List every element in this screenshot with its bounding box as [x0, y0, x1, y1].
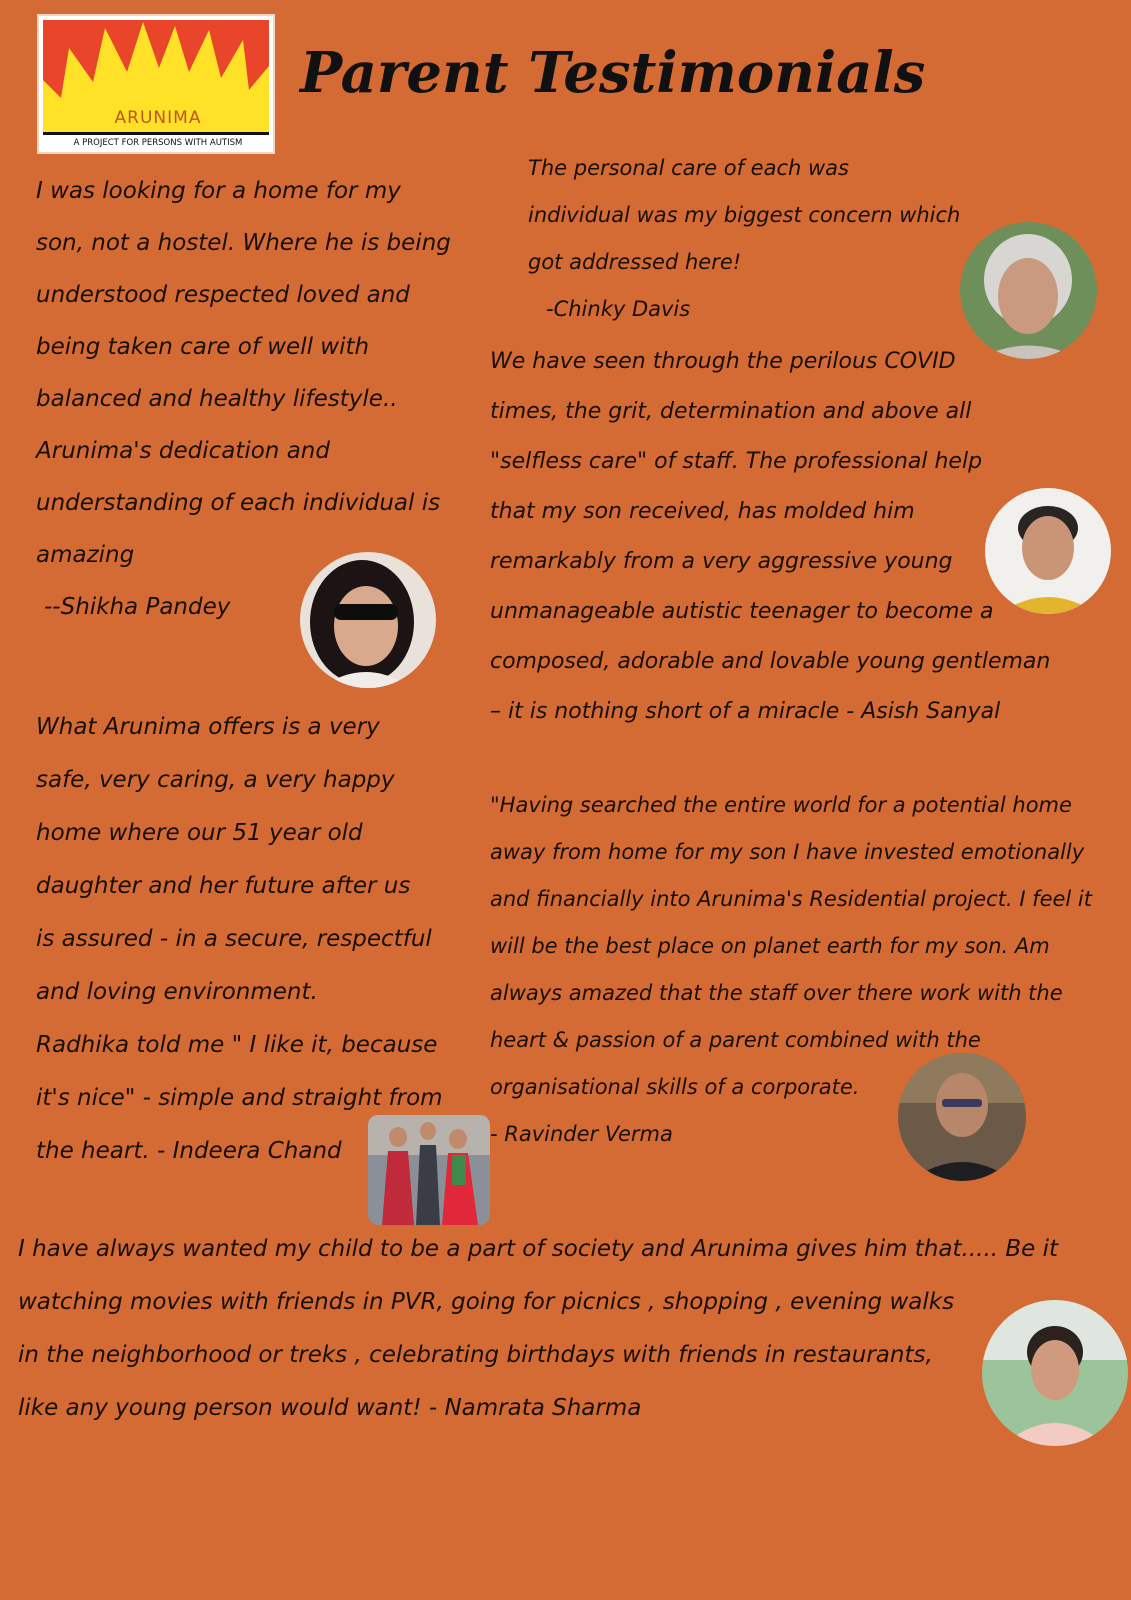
testimonial-line: remarkably from a very aggressive young: [490, 549, 953, 574]
namrata-sharma-photo: [982, 1300, 1128, 1446]
testimonial-line: What Arunima offers is a very: [36, 714, 380, 740]
testimonial-line: away from home for my son I have invested emotionally: [490, 840, 1085, 864]
testimonial-line: and loving environment.: [36, 979, 318, 1005]
testimonial-line: watching movies with friends in PVR, going for picnics , shopping , evening walks: [18, 1289, 955, 1315]
testimonial-line: individual was my biggest concern which: [528, 203, 961, 227]
shikha-pandey-photo: [300, 552, 436, 688]
testimonial-line: unmanageable autistic teenager to become a: [490, 599, 994, 624]
testimonial-line: the heart. - Indeera Chand: [36, 1138, 342, 1164]
testimonial-indeera-chand: [36, 701, 443, 1178]
testimonial-chinky-davis: [528, 145, 960, 333]
testimonial-line: amazing: [36, 542, 135, 568]
testimonial-line: organisational skills of a corporate.: [490, 1075, 860, 1099]
testimonial-asish-sanyal: [490, 337, 1050, 737]
testimonial-line: The personal care of each was: [528, 156, 849, 180]
logo-tagline: A PROJECT FOR PERSONS WITH AUTISM: [73, 138, 243, 148]
asish-sanyal-photo: [985, 488, 1111, 614]
testimonial-line: home where our 51 year old: [36, 820, 363, 846]
testimonial-line: in the neighborhood or treks , celebrating birthdays with friends in restaurants,: [18, 1342, 933, 1368]
testimonial-line: always amazed that the staff over there work with the: [490, 981, 1063, 1005]
testimonial-line: that my son received, has molded him: [490, 499, 915, 524]
testimonial-line: We have seen through the perilous COVID: [490, 349, 956, 374]
logo-name: ARUNIMA: [114, 108, 202, 128]
testimonial-line: like any young person would want! - Namrata Sharma: [18, 1395, 642, 1421]
page-title: Parent Testimonials: [300, 40, 926, 106]
testimonial-line: daughter and her future after us: [36, 873, 411, 899]
testimonial-line: composed, adorable and lovable young gentleman: [490, 649, 1051, 674]
testimonial-line: will be the best place on planet earth for my son. Am: [490, 934, 1050, 958]
testimonial-line: – it is nothing short of a miracle - Asish Sanyal: [490, 699, 1001, 724]
testimonial-line: is assured - in a secure, respectful: [36, 926, 432, 952]
testimonial-author: - Ravinder Verma: [490, 1122, 673, 1146]
testimonial-line: son, not a hostel. Where he is being: [36, 230, 451, 256]
testimonial-line: understanding of each individual is: [36, 490, 441, 516]
testimonial-line: balanced and healthy lifestyle..: [36, 386, 398, 412]
testimonial-author: -Chinky Davis: [546, 297, 691, 321]
testimonial-line: understood respected loved and: [36, 282, 410, 308]
ravinder-verma-photo: [898, 1053, 1026, 1181]
testimonial-line: times, the grit, determination and above all: [490, 399, 972, 424]
testimonial-line: being taken care of well with: [36, 334, 370, 360]
testimonial-line: I was looking for a home for my: [36, 178, 401, 204]
arunima-logo: [37, 14, 275, 154]
testimonial-line: heart & passion of a parent combined with the: [490, 1028, 981, 1052]
testimonial-line: Arunima's dedication and: [36, 438, 330, 464]
testimonial-author: --Shikha Pandey: [44, 594, 231, 620]
testimonial-line: safe, very caring, a very happy: [36, 767, 395, 793]
testimonial-line: it's nice" - simple and straight from: [36, 1085, 443, 1111]
testimonial-line: I have always wanted my child to be a part of society and Arunima gives him that..... Be it: [18, 1236, 1059, 1262]
testimonial-line: Radhika told me " I like it, because: [36, 1032, 438, 1058]
testimonial-line: "selfless care" of staff. The professional help: [490, 449, 983, 474]
indeera-chand-family-photo: [368, 1115, 490, 1225]
testimonial-line: got addressed here!: [528, 250, 742, 274]
testimonial-line: and financially into Arunima's Residential project. I feel it: [490, 887, 1092, 911]
testimonial-namrata-sharma: [18, 1223, 1058, 1435]
testimonial-line: "Having searched the entire world for a potential home: [490, 793, 1072, 817]
